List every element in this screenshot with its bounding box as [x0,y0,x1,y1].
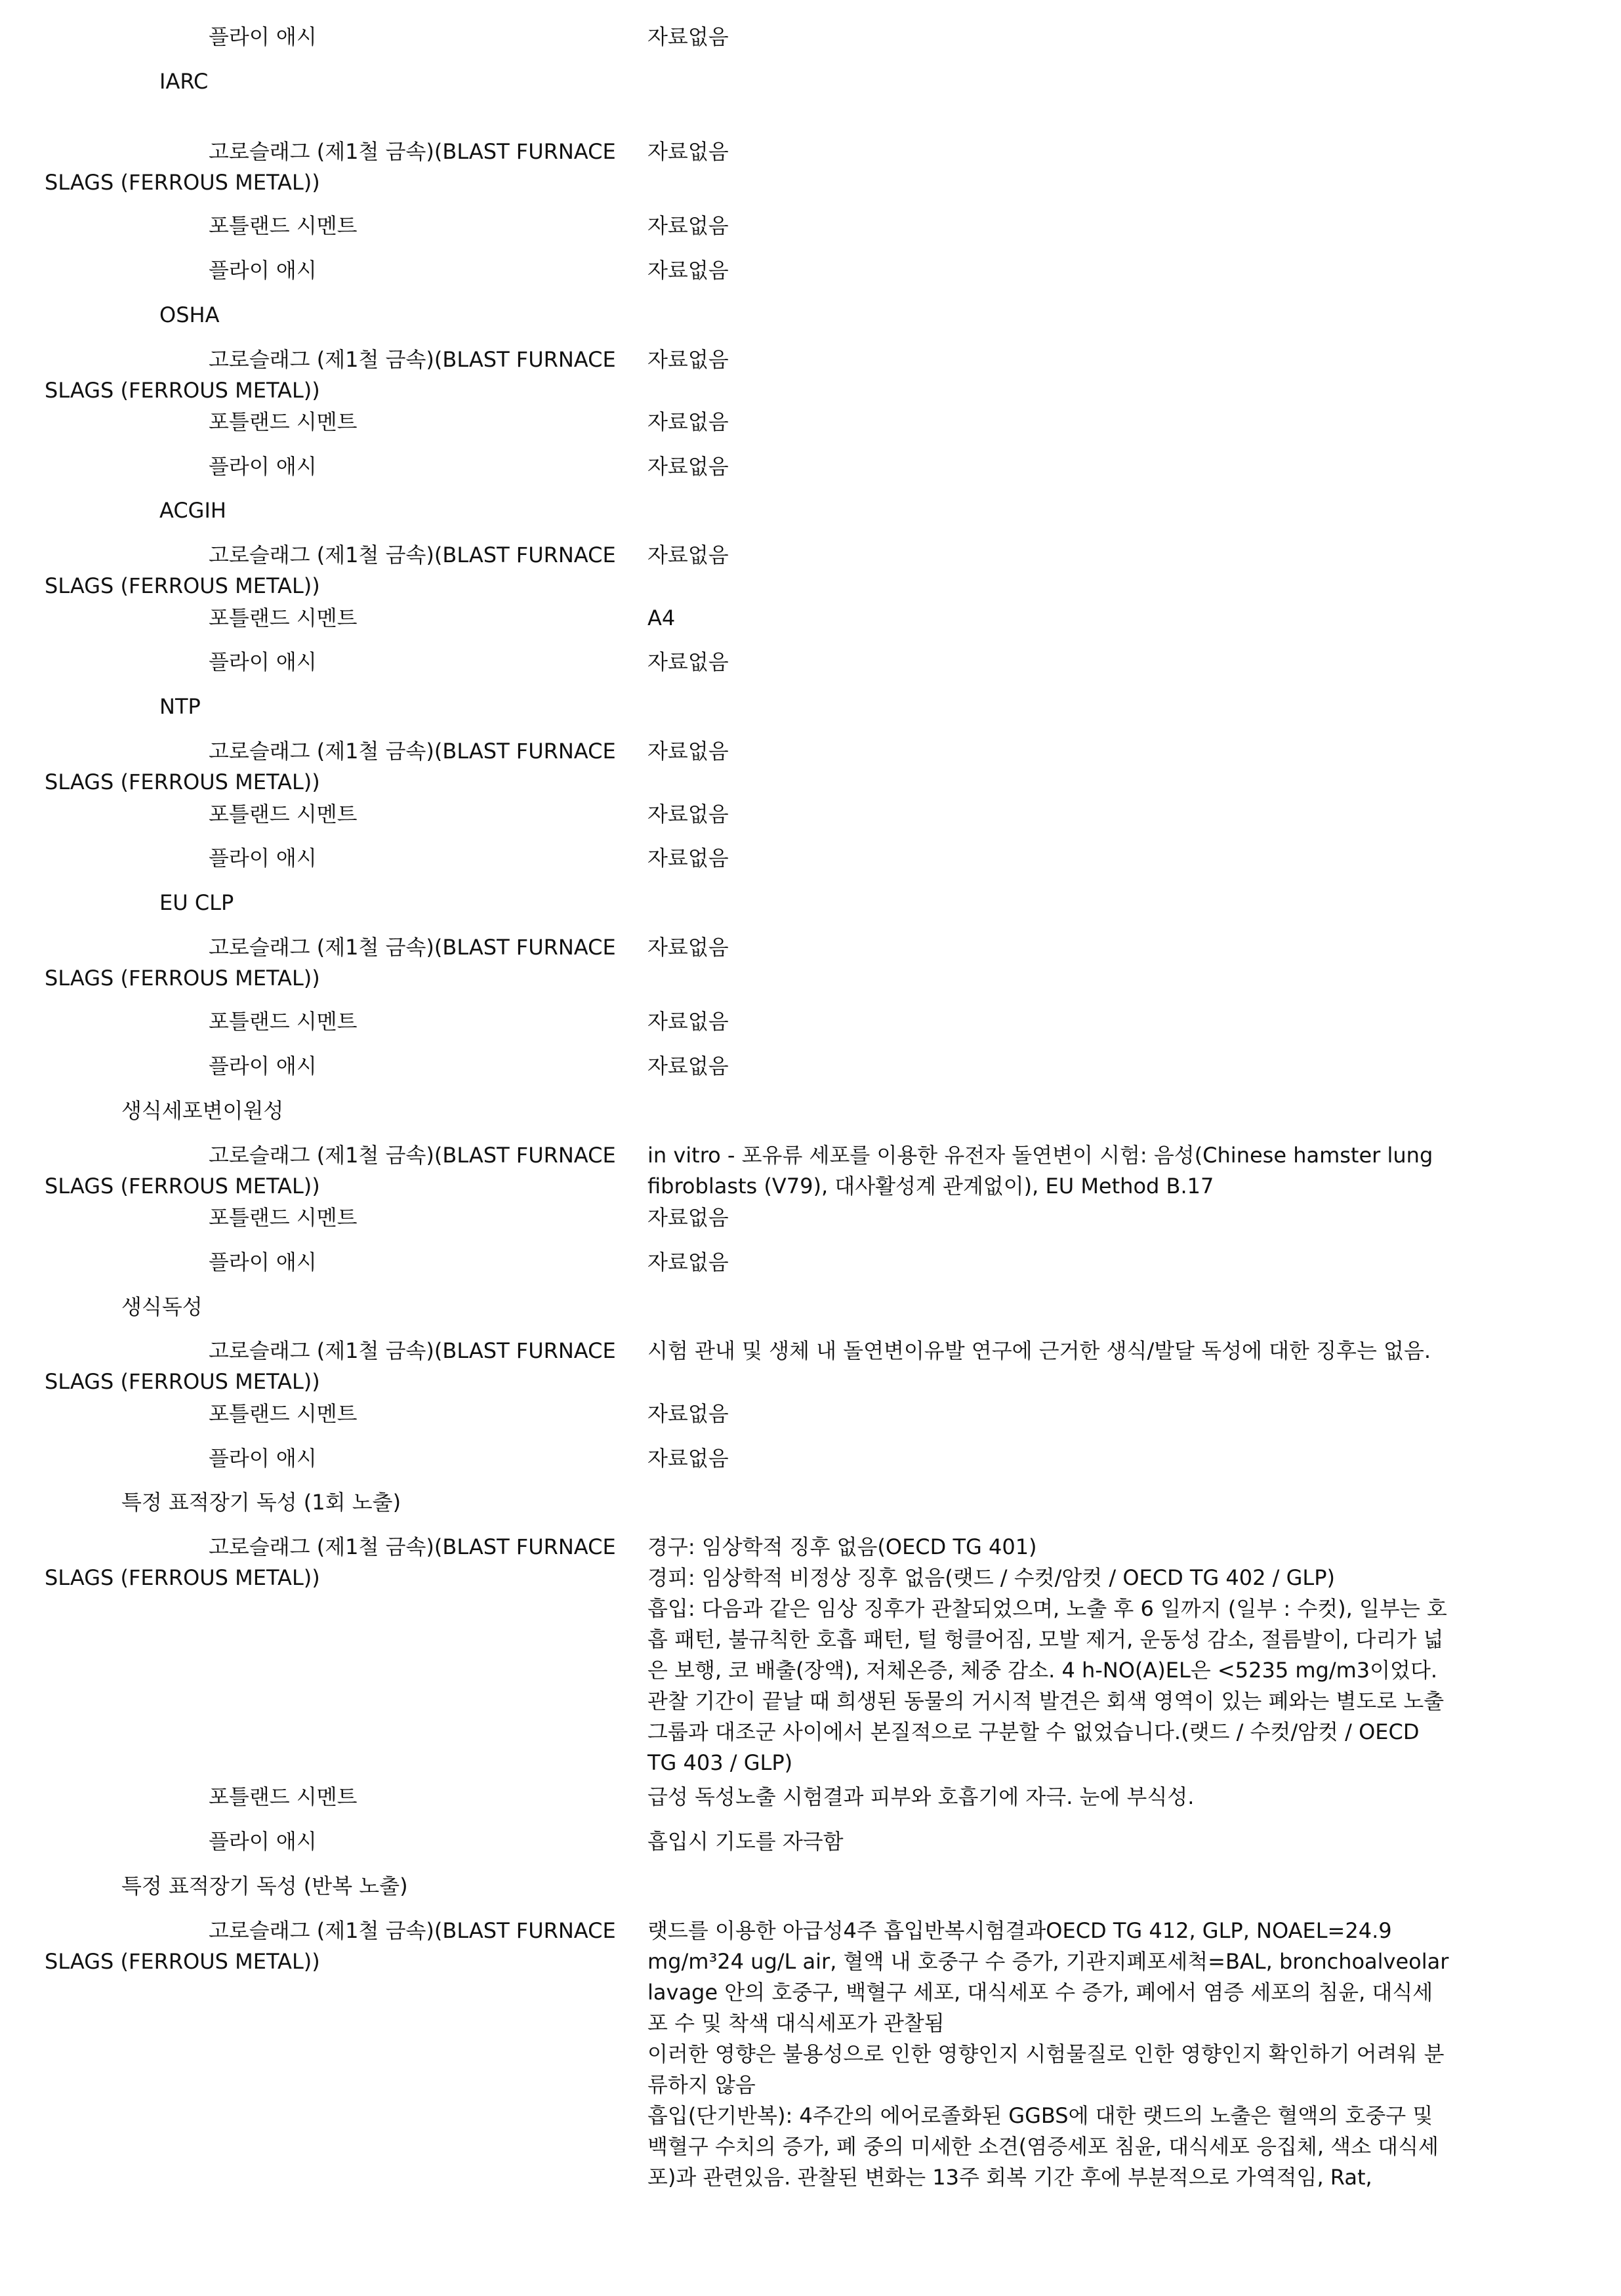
table-row [0,799,1621,830]
substance-value: 랫드를 이용한 아급성4주 흡입반복시험결과OECD TG 412, GLP, NOAEL=24.9 mg/m³24 ug/L air, 혈액 내 호중구 수 증가, 기관지폐포세척=BAL, bronchoalveolar lavage 안의 호중구, 백혈구 세포, 대식세포 수 증가, 폐에서 염증 세포의 침윤, 대식세포 수 및 착색 대식세포가 관찰됨 이러한 영향은 불용성으로 인한 영향인지 시험물질로 인한 영향인지 확인하기 어려워 분류하지 않음 흡입(단기반복): 4주간의 에어로졸화된 GGBS에 대한 랫드의 노출은 혈액의 호중구 및 백혈구 수치의 증가, 폐 중의 미세한 소견(염증세포 침윤, 대식세포 응집체, 색소 대식세포)과 관련있음. 관찰된 변화는 13주 회복 기간 후에 부분적으로 가역적임, Rat, [647,1918,1449,2190]
substance-name: 고로슬래그 (제1철 금속)(BLAST FURNACE SLAGS (FERROUS METAL)) [45,347,616,403]
section-heading: 생식세포변이원성 [121,1098,284,1123]
agency-heading: EU CLP [159,890,234,915]
table-row [0,1051,1621,1082]
table-row [0,932,1621,994]
substance-value: 자료없음 [647,649,729,674]
substance-value: A4 [647,605,676,630]
table-row [0,1443,1621,1474]
substance-name: 고로슬래그 (제1철 금속)(BLAST FURNACE SLAGS (FERROUS METAL)) [45,1338,616,1394]
table-row [0,843,1621,874]
substance-name: 고로슬래그 (제1철 금속)(BLAST FURNACE SLAGS (FERROUS METAL)) [45,1143,616,1199]
substance-value: 흡입시 기도를 자극함 [647,1829,844,1854]
section-heading: 생식독성 [121,1294,203,1319]
section-heading: 특정 표적장기 독성 (1회 노출) [121,1490,401,1515]
substance-value: 자료없음 [647,409,729,434]
substance-value: 자료없음 [647,1205,729,1230]
substance-value: 자료없음 [647,1250,729,1275]
table-row [0,603,1621,634]
substance-name: 포틀랜드 시멘트 [209,1401,358,1426]
substance-name: 플라이 애시 [209,1446,317,1471]
substance-name: 플라이 애시 [209,24,317,49]
table-row [0,22,1621,52]
substance-value: 자료없음 [647,213,729,238]
substance-name: 포틀랜드 시멘트 [209,409,358,434]
substance-name: 포틀랜드 시멘트 [209,605,358,630]
substance-value: 자료없음 [647,347,729,372]
substance-name: 고로슬래그 (제1철 금속)(BLAST FURNACE SLAGS (FERROUS METAL)) [45,139,616,195]
substance-name: 고로슬래그 (제1철 금속)(BLAST FURNACE SLAGS (FERROUS METAL)) [45,1918,616,1974]
table-row [0,344,1621,406]
table-row [0,647,1621,678]
substance-name: 플라이 애시 [209,1250,317,1275]
substance-name: 고로슬래그 (제1철 금속)(BLAST FURNACE SLAGS (FERROUS METAL)) [45,935,616,991]
substance-name: 포틀랜드 시멘트 [209,1784,358,1809]
substance-value: in vitro - 포유류 세포를 이용한 유전자 돌연변이 시험: 음성(Chinese hamster lung fibroblasts (V79), 대사활성계 관계없이), EU Method B.17 [647,1143,1433,1199]
substance-value: 자료없음 [647,1009,729,1034]
substance-name: 고로슬래그 (제1철 금속)(BLAST FURNACE SLAGS (FERROUS METAL)) [45,739,616,794]
substance-name: 플라이 애시 [209,1054,317,1078]
substance-value: 자료없음 [647,1446,729,1471]
substance-name: 포틀랜드 시멘트 [209,1205,358,1230]
table-row [0,540,1621,602]
substance-value: 자료없음 [647,739,729,764]
table-row [0,1247,1621,1278]
substance-value: 자료없음 [647,258,729,283]
table-row [0,1532,1621,1778]
substance-name: 포틀랜드 시멘트 [209,213,358,238]
table-row [0,1336,1621,1397]
table-row [0,1826,1621,1857]
substance-value: 경구: 임상학적 징후 없음(OECD TG 401) 경피: 임상학적 비정상 징후 없음(랫드 / 수컷/암컷 / OECD TG 402 / GLP) 흡입: 다음과 같은 임상 징후가 관찰되었으며, 노출 후 6 일까지 (일부 : 수컷), 일부는 호흡 패턴, 불규칙한 호흡 패턴, 털 헝클어짐, 모발 제거, 운동성 감소, 절름발이, 다리가 넓은 보행, 코 배출(장액), 저체온증, 체중 감소. 4 h-NO(A)EL은 <5235 mg/m3이었다. 관찰 기간이 끝날 때 희생된 동물의 거시적 발견은 회색 영역이 있는 폐와는 별도로 노출 그룹과 대조군 사이에서 본질적으로 구분할 수 없었습니다.(랫드 / 수컷/암컷 / OECD TG 403 / GLP) [647,1534,1447,1775]
substance-value: 자료없음 [647,139,729,164]
table-row [0,211,1621,241]
table-row [0,1399,1621,1429]
substance-name: 플라이 애시 [209,258,317,283]
substance-value: 급성 독성노출 시험결과 피부와 호흡기에 자극. 눈에 부식성. [647,1784,1195,1809]
substance-name: 포틀랜드 시멘트 [209,802,358,827]
substance-value: 자료없음 [647,935,729,960]
table-row [0,736,1621,798]
substance-name: 플라이 애시 [209,1829,317,1854]
substance-value: 자료없음 [647,543,729,567]
table-row [0,1006,1621,1037]
table-row [0,136,1621,198]
agency-heading: NTP [159,694,201,719]
substance-value: 자료없음 [647,846,729,871]
substance-name: 포틀랜드 시멘트 [209,1009,358,1034]
substance-name: 플라이 애시 [209,454,317,479]
agency-heading: OSHA [159,302,220,327]
table-row [0,451,1621,482]
substance-value: 자료없음 [647,1401,729,1426]
table-row [0,407,1621,438]
substance-value: 자료없음 [647,802,729,827]
table-row [0,1140,1621,1202]
substance-name: 고로슬래그 (제1철 금속)(BLAST FURNACE SLAGS (FERROUS METAL)) [45,543,616,598]
substance-value: 자료없음 [647,24,729,49]
substance-value: 자료없음 [647,454,729,479]
table-row [0,255,1621,286]
substance-name: 플라이 애시 [209,846,317,871]
substance-value: 자료없음 [647,1054,729,1078]
agency-heading: IARC [159,69,209,94]
table-row [0,1916,1621,2193]
table-row [0,1782,1621,1813]
substance-name: 고로슬래그 (제1철 금속)(BLAST FURNACE SLAGS (FERROUS METAL)) [45,1534,616,1590]
substance-name: 플라이 애시 [209,649,317,674]
table-row [0,1202,1621,1233]
section-heading: 특정 표적장기 독성 (반복 노출) [121,1874,408,1898]
substance-value: 시험 관내 및 생체 내 돌연변이유발 연구에 근거한 생식/발달 독성에 대한 징후는 없음. [647,1338,1431,1363]
agency-heading: ACGIH [159,498,226,523]
